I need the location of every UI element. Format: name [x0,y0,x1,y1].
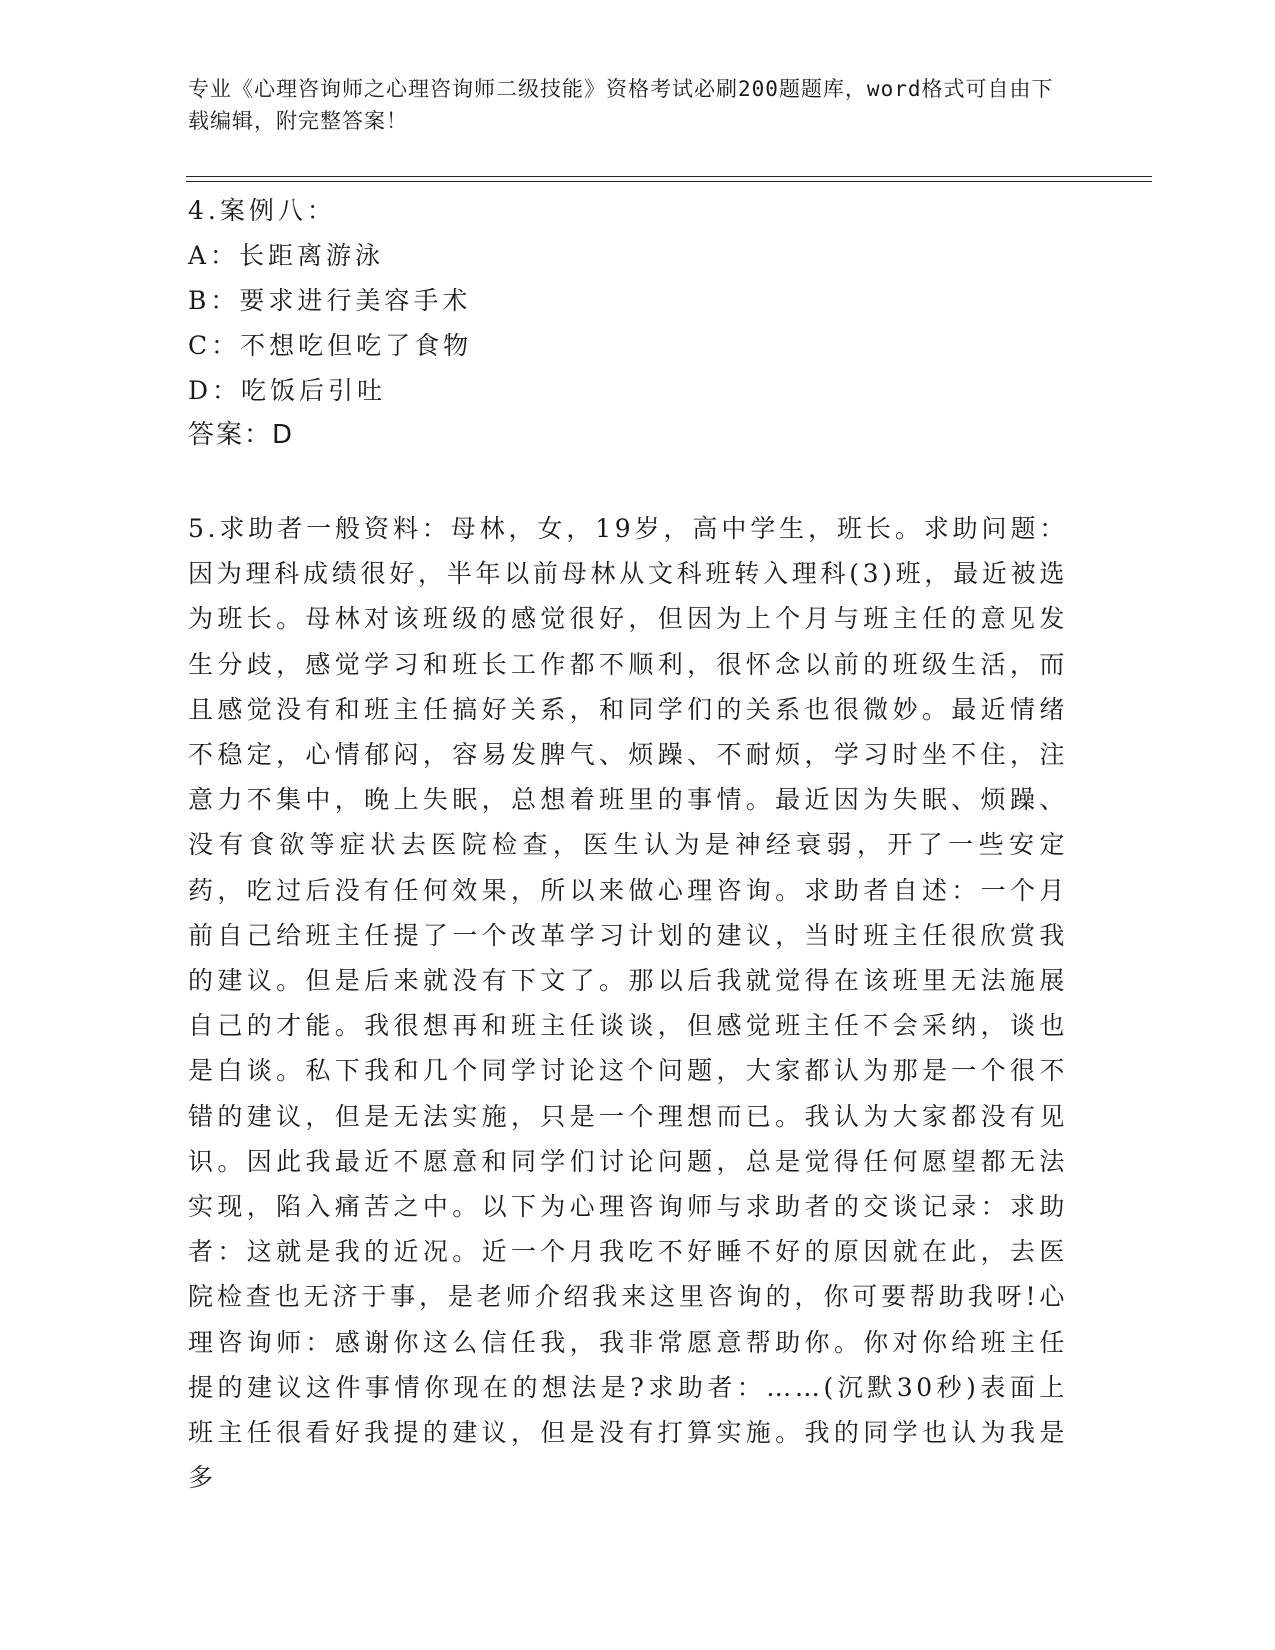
option-a: A：长距离游泳 [188,241,385,270]
question-4-stem: 4.案例八： [188,196,336,225]
question-5 [188,506,1068,1500]
question-5-text: 5.求助者一般资料：母林，女，19岁，高中学生，班长。求助问题：因为理科成绩很好，半年以前母林从文科班转入理科(3)班，最近被选为班长。母林对该班级的感觉很好，但因为上个月与班主任的意见发生分歧，感觉学习和班长工作都不顺利，很怀念以前的班级生活，而且感觉没有和班主任搞好关系，和同学们的关系也很微妙。最近情绪不稳定，心情郁闷，容易发脾气、烦躁、不耐烦，学习时坐不住，注意力不集中，晚上失眠，总想着班里的事情。最近因为失眠、烦躁、没有食欲等症状去医院检查，医生认为是神经衰弱，开了一些安定药，吃过后没有任何效果，所以来做心理咨询。求助者自述：一个月前自己给班主任提了一个改革学习计划的建议，当时班主任很欣赏我的建议。但是后来就没有下文了。那以后我就觉得在该班里无法施展自己的才能。我很想再和班主任谈谈，但感觉班主任不会采纳，谈也是白谈。私下我和几个同学讨论这个问题，大家都认为那是一个很不错的建议，但是无法实施，只是一个理想而已。我认为大家都没有见识。因此我最近不愿意和同学们讨论问题，总是觉得任何愿望都无法实现，陷入痛苦之中。以下为心理咨询师与求助者的交谈记录：求助者：这就是我的近况。近一个月我吃不好睡不好的原因就在此，去医院检查也无济于事，是老师介绍我来这里咨询的，你可要帮助我呀!心理咨询师：感谢你这么信任我，我非常愿意帮助你。你对你给班主任提的建议这件事情你现在的想法是?求助者：……(沉默30秒)表面上班主任很看好我提的建议，但是没有打算实施。我的同学也认为我是多 [188,514,1068,1493]
option-c: C：不想吃但吃了食物 [188,331,473,360]
question-4 [188,188,472,458]
option-d: D：吃饭后引吐 [188,376,387,405]
header-divider-bottom [186,181,1152,182]
document-header [188,73,1068,137]
header-divider-top [186,176,1152,177]
option-b: B：要求进行美容手术 [188,286,472,315]
header-text: 专业《心理咨询师之心理咨询师二级技能》资格考试必刷200题题库，word格式可自由下载编辑，附完整答案！ [188,77,1054,133]
question-4-answer: 答案：D [188,420,295,450]
